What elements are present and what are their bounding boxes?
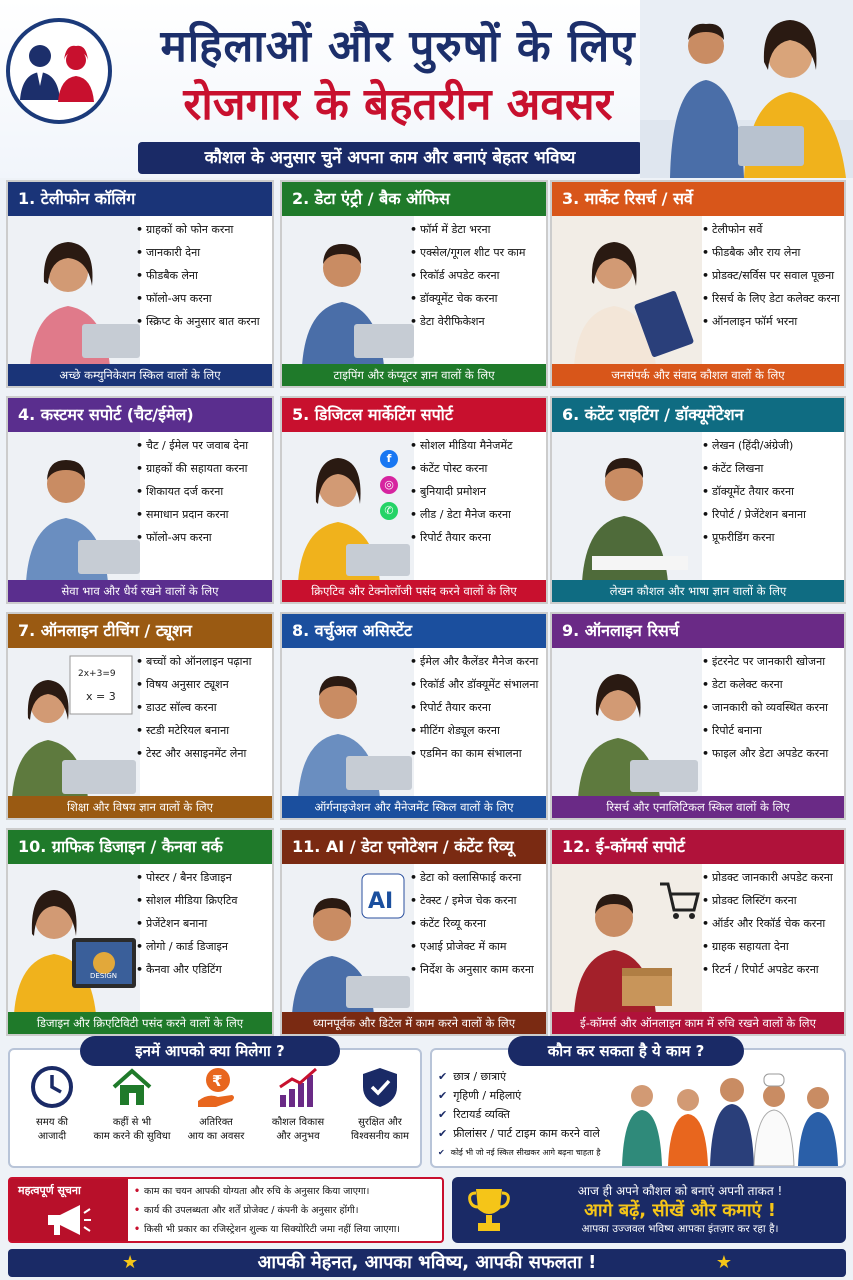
card-photo <box>8 216 140 366</box>
benefit-item <box>90 1064 174 1144</box>
job-card-virtual-assistant[interactable] <box>280 612 548 820</box>
list-item: • डेटा कलेक्ट करना <box>702 677 840 692</box>
list-item: • ऑनलाइन फॉर्म भरना <box>702 314 840 329</box>
benefits-title: इनमें आपको क्या मिलेगा ? <box>80 1036 340 1066</box>
star-icon: ★ <box>122 1252 139 1273</box>
job-card-telephone-calling[interactable] <box>6 180 274 388</box>
list-item: • लीड / डेटा मैनेज करना <box>410 507 548 522</box>
list-item: • इंटरनेट पर जानकारी खोजना <box>702 654 840 669</box>
list-item: • लेखन (हिंदी/अंग्रेजी) <box>702 438 840 453</box>
benefit-item <box>10 1064 94 1144</box>
ai-badge-text: AI <box>368 889 394 914</box>
clock-icon <box>29 1064 75 1110</box>
list-item: • चैट / ईमेल पर जवाब देना <box>136 438 274 453</box>
board-line1: 2x+3=9 <box>78 669 116 679</box>
list-item: • ग्राहकों की सहायता करना <box>136 461 274 476</box>
benefit-label: काम करने की सुविधा <box>93 1131 171 1142</box>
card-footer: टाइपिंग और कंप्यूटर ज्ञान वालों के लिए <box>282 364 546 386</box>
list-item: • प्रोडक्ट/सर्विस पर सवाल पूछना <box>702 268 840 283</box>
svg-text:₹: ₹ <box>212 1072 223 1090</box>
list-item: • रिकॉर्ड अपडेट करना <box>410 268 548 283</box>
card-photo <box>552 864 702 1014</box>
benefit-label: अतिरिक्त <box>199 1117 233 1128</box>
people-group-illustration <box>614 1066 842 1166</box>
benefit-label: समय की <box>36 1117 68 1128</box>
list-item: • फीडबैक लेना <box>136 268 274 283</box>
list-item: • प्रोडक्ट लिस्टिंग करना <box>702 893 840 908</box>
benefit-label: आजादी <box>37 1131 67 1142</box>
social-icons <box>380 450 398 528</box>
benefit-item <box>174 1064 258 1144</box>
growth-chart-icon <box>275 1064 321 1110</box>
list-item: • सोशल मीडिया क्रिएटिव <box>136 893 274 908</box>
list-item: • डेटा वेरीफिकेशन <box>410 314 548 329</box>
screen-label: DESIGN <box>90 972 117 980</box>
card-title: 1. टेलीफोन कॉलिंग <box>8 182 272 216</box>
card-footer: लेखन कौशल और भाषा ज्ञान वालों के लिए <box>552 580 844 602</box>
list-item: • रिकॉर्ड और डॉक्यूमेंट संभालना <box>410 677 548 692</box>
card-title: 5. डिजिटल मार्केटिंग सपोर्ट <box>282 398 546 432</box>
list-item: • ग्राहक सहायता देना <box>702 939 840 954</box>
benefit-item <box>256 1064 340 1144</box>
instagram-icon: ◎ <box>380 476 398 494</box>
card-footer: डिजाइन और क्रिएटिविटी पसंद करने वालों के लिए <box>8 1012 272 1034</box>
list-item: • शिकायत दर्ज करना <box>136 484 274 499</box>
list-item: • टेस्ट और असाइनमेंट लेना <box>136 746 274 761</box>
list-item: ✔ कोई भी जो नई स्किल सीखकर आगे बढ़ना चाहता है <box>438 1148 601 1157</box>
star-icon: ★ <box>715 1252 732 1273</box>
shield-check-icon <box>357 1064 403 1110</box>
job-card-digital-marketing[interactable] <box>280 396 548 604</box>
card-title: 11. AI / डेटा एनोटेशन / कंटेंट रिव्यू <box>282 830 546 864</box>
footer-text: आपकी मेहनत, आपका भविष्य, आपकी सफलता ! <box>257 1252 597 1273</box>
benefit-item <box>338 1064 422 1144</box>
page-subtitle: कौशल के अनुसार चुनें अपना काम और बनाएं बेहतर भविष्य <box>138 142 642 174</box>
list-item: • रिपोर्ट तैयार करना <box>410 700 548 715</box>
card-footer: ध्यानपूर्वक और डिटेल में काम करने वालों के लिए <box>282 1012 546 1034</box>
list-item: • कार्य की उपलब्धता और शर्तें प्रोजेक्ट / कंपनी के अनुसार होंगी। <box>134 1204 400 1217</box>
card-footer: शिक्षा और विषय ज्ञान वालों के लिए <box>8 796 272 818</box>
job-card-graphic-design[interactable] <box>6 828 274 1036</box>
card-footer: ऑर्गनाइजेशन और मैनेजमेंट स्किल वालों के लिए <box>282 796 546 818</box>
job-card-online-research[interactable] <box>550 612 846 820</box>
cta-line2: आगे बढ़ें, सीखें और कमाएं ! <box>584 1200 776 1221</box>
job-card-data-entry[interactable] <box>280 180 548 388</box>
list-item: • स्टडी मटेरियल बनाना <box>136 723 274 738</box>
list-item: • ग्राहकों को फोन करना <box>136 222 274 237</box>
trophy-icon <box>466 1185 512 1235</box>
list-item: • बच्चों को ऑनलाइन पढ़ाना <box>136 654 274 669</box>
job-card-online-teaching[interactable] <box>6 612 274 820</box>
list-item: • प्रोडक्ट जानकारी अपडेट करना <box>702 870 840 885</box>
card-title: 4. कस्टमर सपोर्ट (चैट/ईमेल) <box>8 398 272 432</box>
benefit-label: आय का अवसर <box>187 1131 245 1142</box>
megaphone-icon <box>44 1203 92 1237</box>
list-item: • रिपोर्ट / प्रेजेंटेशन बनाना <box>702 507 840 522</box>
cta-line3: आपका उज्जवल भविष्य आपका इंतज़ार कर रहा है। <box>581 1223 779 1235</box>
list-item: • बुनियादी प्रमोशन <box>410 484 548 499</box>
list-item: • टेलीफोन सर्वे <box>702 222 840 237</box>
list-item: • फाइल और डेटा अपडेट करना <box>702 746 840 761</box>
list-item: • फॉर्म में डेटा भरना <box>410 222 548 237</box>
card-photo <box>8 648 140 798</box>
facebook-icon: f <box>380 450 398 468</box>
list-item: • ऑर्डर और रिकॉर्ड चेक करना <box>702 916 840 931</box>
list-item: • रिपोर्ट तैयार करना <box>410 530 548 545</box>
important-notice <box>8 1177 444 1243</box>
list-item: • पोस्टर / बैनर डिजाइन <box>136 870 274 885</box>
card-footer: क्रिएटिव और टेक्नोलॉजी पसंद करने वालों के लिए <box>282 580 546 602</box>
list-item: • कंटेंट रिव्यू करना <box>410 916 548 931</box>
list-item: • डॉक्यूमेंट चेक करना <box>410 291 548 306</box>
list-item: • प्रूफरीडिंग करना <box>702 530 840 545</box>
list-item: • सोशल मीडिया मैनेजमेंट <box>410 438 548 453</box>
job-card-market-research[interactable] <box>550 180 846 388</box>
card-photo <box>552 648 702 798</box>
eligibility-list <box>438 1070 601 1165</box>
list-item: ✔ फ्रीलांसर / पार्ट टाइम काम करने वाले <box>438 1127 600 1140</box>
card-title: 8. वर्चुअल असिस्टेंट <box>282 614 546 648</box>
notice-header <box>10 1179 128 1241</box>
list-item: • फॉलो-अप करना <box>136 530 274 545</box>
list-item: ✔ रिटायर्ड व्यक्ति <box>438 1108 510 1121</box>
footer-banner <box>8 1249 846 1277</box>
list-item: ✔ गृहिणी / महिलाएं <box>438 1089 522 1102</box>
list-item: • लोगो / कार्ड डिजाइन <box>136 939 274 954</box>
page-title-line1: महिलाओं और पुरुषों के लिए <box>160 21 636 72</box>
benefit-label: विश्वसनीय काम <box>350 1131 410 1142</box>
whatsapp-icon: ✆ <box>380 502 398 520</box>
list-item: • किसी भी प्रकार का रजिस्ट्रेशन शुल्क या सिक्योरिटी जमा नहीं लिया जाएगा। <box>134 1223 400 1236</box>
card-photo <box>282 216 414 366</box>
list-item: • रिपोर्ट बनाना <box>702 723 840 738</box>
list-item: • फॉलो-अप करना <box>136 291 274 306</box>
list-item: • एडमिन का काम संभालना <box>410 746 548 761</box>
card-photo <box>552 216 702 366</box>
list-item: • निर्देश के अनुसार काम करना <box>410 962 548 977</box>
list-item: • समाधान प्रदान करना <box>136 507 274 522</box>
card-title: 6. कंटेंट राइटिंग / डॉक्यूमेंटेशन <box>552 398 844 432</box>
list-item: • रिसर्च के लिए डेटा कलेक्ट करना <box>702 291 840 306</box>
card-footer: अच्छे कम्युनिकेशन स्किल वालों के लिए <box>8 364 272 386</box>
list-item: • कंटेंट लिखना <box>702 461 840 476</box>
card-footer: जनसंपर्क और संवाद कौशल वालों के लिए <box>552 364 844 386</box>
list-item: • जानकारी को व्यवस्थित करना <box>702 700 840 715</box>
card-title: 10. ग्राफिक डिजाइन / कैनवा वर्क <box>8 830 272 864</box>
list-item: • कैनवा और एडिटिंग <box>136 962 274 977</box>
card-photo <box>552 432 702 582</box>
list-item: • डॉक्यूमेंट तैयार करना <box>702 484 840 499</box>
list-item: • फीडबैक और राय लेना <box>702 245 840 260</box>
benefit-label: सुरक्षित और <box>358 1117 402 1128</box>
list-item: • ईमेल और कैलेंडर मैनेज करना <box>410 654 548 669</box>
card-photo <box>282 864 414 1014</box>
hero-photo-man-woman <box>640 0 853 178</box>
card-footer: सेवा भाव और धैर्य रखने वालों के लिए <box>8 580 272 602</box>
job-card-ai-annotation[interactable] <box>280 828 548 1036</box>
home-icon <box>109 1064 155 1110</box>
rupee-hand-icon <box>193 1064 239 1110</box>
notice-heading: महत्वपूर्ण सूचना <box>18 1184 81 1197</box>
benefit-label: कहीं से भी <box>112 1117 152 1128</box>
card-title: 3. मार्केट रिसर्च / सर्वे <box>552 182 844 216</box>
list-item: • मीटिंग शेड्यूल करना <box>410 723 548 738</box>
list-item: • कंटेंट पोस्ट करना <box>410 461 548 476</box>
page-title-line2: रोजगार के बेहतरीन अवसर <box>183 79 613 130</box>
logo-people-icon <box>6 18 112 124</box>
card-photo <box>8 432 140 582</box>
benefit-label: और अनुभव <box>276 1131 320 1142</box>
card-title: 9. ऑनलाइन रिसर्च <box>552 614 844 648</box>
card-title: 2. डेटा एंट्री / बैक ऑफिस <box>282 182 546 216</box>
list-item: • एक्सेल/गूगल शीट पर काम <box>410 245 548 260</box>
eligibility-title: कौन कर सकता है ये काम ? <box>508 1036 744 1066</box>
board-line2: x = 3 <box>86 690 116 703</box>
card-title: 12. ई-कॉमर्स सपोर्ट <box>552 830 844 864</box>
list-item: • विषय अनुसार ट्यूशन <box>136 677 274 692</box>
list-item: • टेक्स्ट / इमेज चेक करना <box>410 893 548 908</box>
card-footer: ई-कॉमर्स और ऑनलाइन काम में रुचि रखने वालों के लिए <box>552 1012 844 1034</box>
list-item: • डाउट सॉल्व करना <box>136 700 274 715</box>
list-item: • स्क्रिप्ट के अनुसार बात करना <box>136 314 274 329</box>
card-footer: रिसर्च और एनालिटिकल स्किल वालों के लिए <box>552 796 844 818</box>
list-item: • काम का चयन आपकी योग्यता और रुचि के अनुसार किया जाएगा। <box>134 1185 400 1198</box>
list-item: • प्रेजेंटेशन बनाना <box>136 916 274 931</box>
cta-line1: आज ही अपने कौशल को बनाएं अपनी ताकत ! <box>577 1184 783 1198</box>
card-photo <box>282 648 414 798</box>
call-to-action-banner <box>452 1177 846 1243</box>
list-item: • एआई प्रोजेक्ट में काम <box>410 939 548 954</box>
list-item: • रिटर्न / रिपोर्ट अपडेट करना <box>702 962 840 977</box>
header <box>0 0 853 178</box>
list-item: • जानकारी देना <box>136 245 274 260</box>
card-photo <box>8 864 140 1014</box>
job-card-customer-support[interactable] <box>6 396 274 604</box>
job-card-ecommerce-support[interactable] <box>550 828 846 1036</box>
job-card-content-writing[interactable] <box>550 396 846 604</box>
card-title: 7. ऑनलाइन टीचिंग / ट्यूशन <box>8 614 272 648</box>
benefit-label: कौशल विकास <box>271 1117 325 1128</box>
list-item: • डेटा को क्लासिफाई करना <box>410 870 548 885</box>
list-item: ✔ छात्र / छात्राएं <box>438 1070 507 1083</box>
